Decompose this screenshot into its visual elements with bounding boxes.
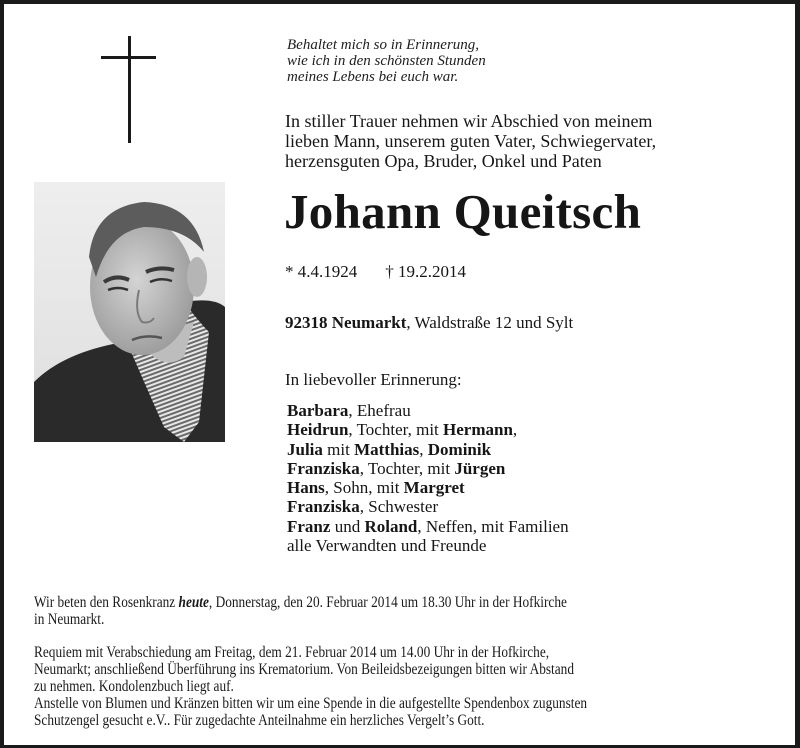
mourner-relation: , — [512, 420, 518, 440]
requiem-line: zu nehmen. Kondolenzbuch liegt auf. — [34, 678, 234, 695]
mourner-name: Dominik — [427, 439, 492, 459]
mourner-relation: alle Verwandten und Freunde — [287, 536, 487, 556]
rosary-text: Wir beten den Rosenkranz — [34, 594, 179, 611]
memory-heading: In liebevoller Erinnerung: — [285, 370, 462, 389]
motto-line: meines Lebens bei euch war. — [287, 69, 459, 85]
mourner-relation: , Tochter, mit — [348, 420, 444, 440]
address-street: , Waldstraße 12 und Sylt — [406, 313, 574, 332]
mourner-relation: , Ehefrau — [348, 401, 411, 420]
requiem-line: Neumarkt; anschließend Überführung ins Krematorium. Von Beileidsbezeigungen bitten wir Abstand — [34, 661, 574, 678]
mourner-line — [287, 478, 569, 497]
mourner-name: Margret — [403, 478, 465, 498]
mourner-relation: , Sohn, mit — [324, 478, 404, 498]
mourner-name: Barbara — [287, 401, 349, 420]
mourner-relation: , Schwester — [359, 497, 439, 517]
mourner-line — [287, 401, 569, 420]
mourner-relation: , — [419, 439, 428, 459]
rosary-text: in Neumarkt. — [34, 611, 105, 628]
mourner-name: Franziska — [287, 497, 360, 517]
address-city: 92318 Neumarkt — [285, 313, 407, 332]
obituary-notice — [4, 4, 795, 745]
intro-line: herzensguten Opa, Bruder, Onkel und Paten — [285, 151, 602, 171]
mourner-name: Hermann — [443, 420, 513, 440]
mourner-name: Franz — [287, 516, 331, 536]
intro-line: In stiller Trauer nehmen wir Abschied von meinem — [285, 111, 653, 131]
motto-verse — [287, 37, 486, 85]
mourner-name: Hans — [287, 478, 325, 498]
mourner-line — [287, 440, 569, 459]
intro-text — [285, 111, 656, 171]
mourner-name: Roland — [364, 516, 418, 536]
mourner-name: Julia — [287, 439, 323, 459]
mourner-line — [287, 497, 569, 516]
rosary-emphasis: heute — [178, 594, 209, 611]
motto-line: Behaltet mich so in Erinnerung, — [287, 37, 480, 53]
rosary-paragraph — [34, 594, 774, 628]
cross-horizontal-bar — [101, 56, 156, 59]
mourner-line — [287, 517, 569, 536]
rosary-text: , Donnerstag, den 20. Februar 2014 um 18.30 Uhr in der Hofkirche — [208, 594, 567, 611]
donation-line: Anstelle von Blumen und Kränzen bitten wir um eine Spende in die aufgestellte Spendenbox zugunsten — [34, 695, 588, 712]
mourner-name: Heidrun — [287, 420, 349, 440]
mourner-name: Franziska — [287, 458, 360, 478]
requiem-paragraph — [34, 644, 774, 729]
birth-date: * 4.4.1924 — [285, 262, 358, 281]
mourner-relation: mit — [322, 439, 355, 459]
mourner-relation: und — [330, 516, 365, 536]
mourner-relation: , Neffen, mit Familien — [417, 516, 569, 536]
mourner-name: Jürgen — [454, 458, 506, 478]
requiem-line: Requiem mit Verabschiedung am Freitag, dem 21. Februar 2014 um 14.00 Uhr in der Hofkirche, — [34, 644, 550, 661]
mourners-list — [287, 401, 569, 555]
mourner-line — [287, 536, 569, 555]
life-dates — [285, 262, 466, 282]
portrait-illustration — [34, 182, 225, 442]
death-date: † 19.2.2014 — [385, 262, 466, 281]
intro-line: lieben Mann, unserem guten Vater, Schwiegervater, — [285, 131, 657, 151]
donation-line: Schutzengel gesucht e.V.. Für zugedachte Anteilnahme ein herzliches Vergelt’s Gott. — [34, 712, 485, 729]
mourner-relation: , Tochter, mit — [359, 458, 455, 478]
service-details — [34, 594, 774, 729]
cross-vertical-bar — [128, 36, 131, 143]
portrait-photo — [34, 182, 225, 442]
mourner-name: Matthias — [354, 439, 420, 459]
mourner-line — [287, 459, 569, 478]
mourner-line — [287, 420, 569, 439]
address — [285, 313, 573, 333]
deceased-name: Johann Queitsch — [284, 184, 642, 239]
motto-line: wie ich in den schönsten Stunden — [287, 53, 486, 69]
